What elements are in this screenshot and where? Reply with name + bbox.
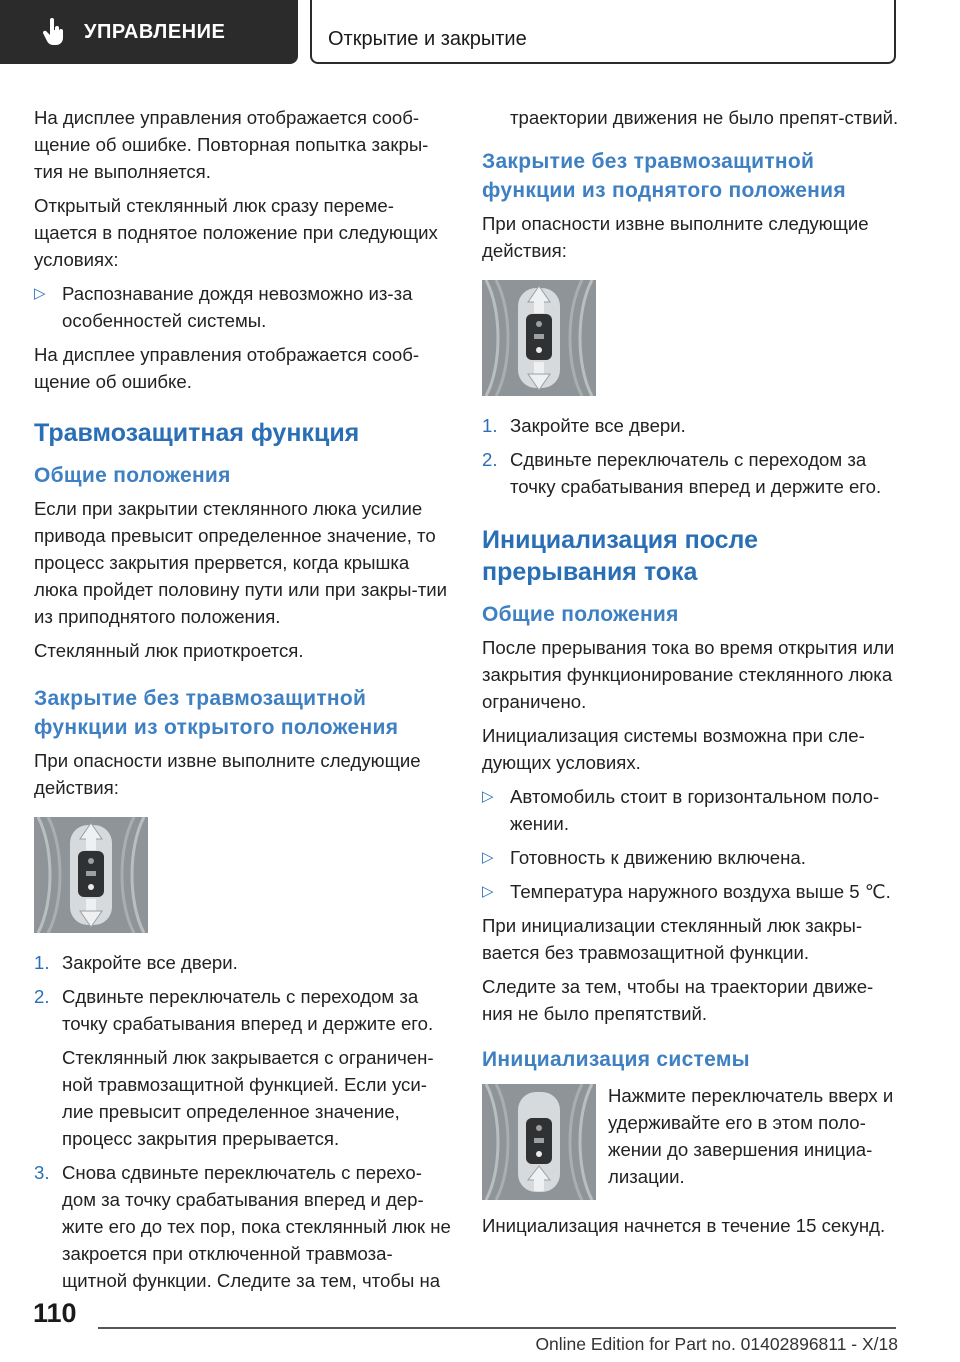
- list-item-text: Распознавание дождя невозможно из-за особенностей системы.: [62, 283, 413, 331]
- step-text: Снова сдвиньте переключатель с перехо-дом за точку срабатывания вперед и дер-жите его до тех пор, пока стеклянный люк не закроется при отключенной травмоза-щитной функции. Следите за тем, чтобы на: [62, 1162, 451, 1291]
- list-item: [34, 280, 452, 334]
- sunroof-switch-illustration: [482, 1084, 596, 1200]
- subheading-system-init: Инициализация системы: [482, 1048, 750, 1071]
- step-item: [482, 412, 900, 439]
- step-item: [34, 1159, 452, 1294]
- chapter-title: Открытие и закрытие: [328, 28, 527, 50]
- paragraph: При опасности извне выполните следующие действия:: [482, 213, 869, 261]
- list-item-text: Автомобиль стоит в горизонтальном поло-жении.: [510, 786, 880, 834]
- paragraph: При опасности извне выполните следующие действия:: [34, 750, 421, 798]
- sunroof-switch-illustration: [34, 817, 148, 933]
- paragraph: Инициализация системы возможна при сле-дующих условиях.: [482, 725, 865, 773]
- section-tab[interactable]: [0, 0, 298, 64]
- paragraph: При инициализации стеклянный люк закры-вается без травмозащитной функции.: [482, 915, 863, 963]
- sunroof-switch-illustration: [482, 280, 596, 396]
- step-number: 3.: [34, 1162, 50, 1183]
- paragraph: Стеклянный люк приоткроется.: [34, 640, 304, 661]
- step-text: Закройте все двери.: [62, 952, 238, 973]
- init-instruction: [482, 1082, 900, 1200]
- paragraph: На дисплее управления отображается сооб-щение об ошибке. Повторная попытка закры-тия не выполняется.: [34, 107, 429, 182]
- step-item: [482, 446, 900, 500]
- list-item: [482, 783, 900, 837]
- step-number: 1.: [34, 952, 50, 973]
- footer-divider: [98, 1327, 896, 1329]
- list-item-text: Температура наружного воздуха выше 5 ℃.: [510, 881, 891, 902]
- subheading-close-from-open: Закрытие без травмозащитной функции из открытого положения: [34, 687, 399, 739]
- paragraph: Если при закрытии стеклянного люка усилие привода превысит определенное значение, то процесс закрытия прервется, когда крышка люка пройдет половину пути или при закры-тии из приподнятого положения.: [34, 498, 448, 627]
- subheading-general: Общие положения: [482, 603, 679, 626]
- list-item: [482, 878, 900, 905]
- triangle-bullet-icon: ▷: [482, 849, 494, 866]
- list-item: [482, 844, 900, 871]
- edition-info: Online Edition for Part no. 01402896811 - X/18: [535, 1334, 898, 1354]
- section-title: УПРАВЛЕНИЕ: [84, 20, 226, 43]
- triangle-bullet-icon: ▷: [34, 285, 46, 302]
- page-number: 110: [33, 1298, 77, 1328]
- step-number: 2.: [482, 449, 498, 470]
- step-text: Сдвиньте переключатель с переходом за точку срабатывания вперед и держите его.: [510, 449, 882, 497]
- paragraph-continued: траектории движения не было препят-ствий.: [510, 107, 899, 128]
- paragraph: Нажмите переключатель вверх и удерживайте его в этом поло-жении до завершения инициа-лизации.: [608, 1085, 894, 1187]
- subheading-general: Общие положения: [34, 464, 231, 487]
- step-text: Сдвиньте переключатель с переходом за точку срабатывания вперед и держите его.: [62, 986, 434, 1034]
- chapter-tab[interactable]: [310, 0, 896, 64]
- subheading-close-from-raised: Закрытие без травмозащитной функции из поднятого положения: [482, 150, 846, 202]
- paragraph: Открытый стеклянный люк сразу переме-щается в поднятое положение при следующих условиях:: [34, 195, 438, 270]
- step-number: 2.: [34, 986, 50, 1007]
- step-text: Закройте все двери.: [510, 415, 686, 436]
- right-column: [482, 104, 900, 1246]
- heading-init-after-power-loss: Инициализация после прерывания тока: [482, 526, 759, 586]
- list-item-text: Готовность к движению включена.: [510, 847, 806, 868]
- step-item: [34, 983, 452, 1037]
- triangle-bullet-icon: ▷: [482, 883, 494, 900]
- paragraph: На дисплее управления отображается сооб-щение об ошибке.: [34, 344, 420, 392]
- page-header: [0, 0, 960, 66]
- hand-pointer-icon: [42, 18, 64, 46]
- paragraph: Следите за тем, чтобы на траектории движе-ния не было препятствий.: [482, 976, 874, 1024]
- paragraph: После прерывания тока во время открытия или закрытия функционирование стеклянного люка ограничено.: [482, 637, 895, 712]
- step-number: 1.: [482, 415, 498, 436]
- triangle-bullet-icon: ▷: [482, 788, 494, 805]
- heading-antipinch: Травмозащитная функция: [34, 419, 360, 447]
- paragraph: Инициализация начнется в течение 15 секунд.: [482, 1215, 886, 1236]
- left-column: [34, 104, 452, 1301]
- step-item: [34, 949, 452, 976]
- step-note: Стеклянный люк закрывается с ограничен-ной травмозащитной функцией. Если уси-лие превысит определенное значение, процесс закрытия прерывается.: [62, 1047, 434, 1149]
